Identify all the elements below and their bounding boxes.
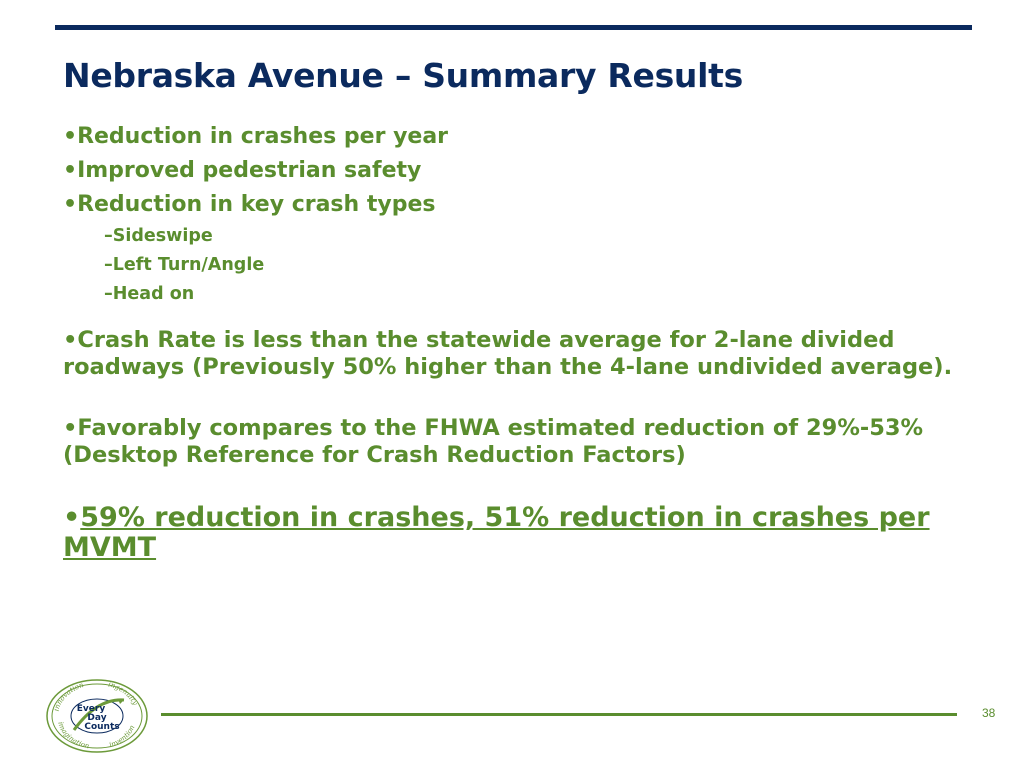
top-divider: [55, 25, 972, 30]
bullet-item: •Reduction in crashes per year: [63, 124, 449, 149]
sub-bullet-item: –Left Turn/Angle: [104, 255, 265, 275]
sub-bullet-item: –Head on: [104, 284, 195, 304]
highlight-paragraph: •59% reduction in crashes, 51% reduction in crashes per MVMT: [63, 502, 930, 563]
every-day-counts-logo: [44, 678, 150, 754]
slide-body: [63, 120, 963, 563]
logo-ring-text: invention: [108, 724, 137, 750]
logo-ring-text: innovation: [52, 681, 85, 713]
logo-text: Every: [76, 704, 106, 714]
fhwa-paragraph: •Favorably compares to the FHWA estimated reduction of 29%-53% (Desktop Reference for Crash Reduction Factors): [63, 415, 924, 468]
logo-text: Counts: [84, 722, 120, 732]
slide-title: Nebraska Avenue – Summary Results: [63, 56, 743, 95]
logo-ring-text: imagination: [56, 721, 91, 751]
sub-bullet-item: –Sideswipe: [104, 226, 213, 246]
bullet-item: •Reduction in key crash types: [63, 192, 436, 217]
logo-ring-text: ingenuity: [107, 680, 140, 707]
page-number: 38: [982, 706, 996, 720]
crash-rate-paragraph: •Crash Rate is less than the statewide average for 2-lane divided roadways (Previously 50% higher than the 4-lane undivided average).: [63, 327, 953, 380]
footer-divider: [161, 713, 957, 716]
logo-text: Day: [87, 713, 107, 723]
bullet-item: •Improved pedestrian safety: [63, 158, 422, 183]
